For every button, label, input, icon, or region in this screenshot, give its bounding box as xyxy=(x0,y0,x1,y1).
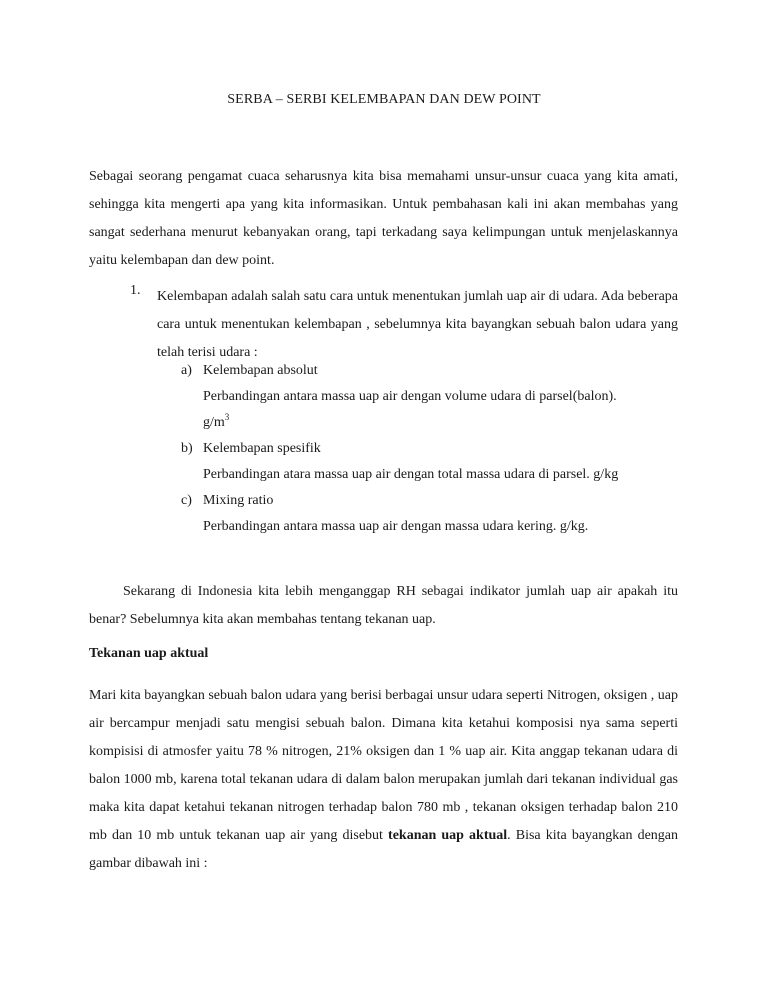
sub-item-name: Mixing ratio xyxy=(203,493,274,508)
intro-paragraph: Sebagai seorang pengamat cuaca seharusnya kita bisa memahami unsur-unsur cuaca yang kita amati, sehingga kita mengerti apa yang kita informasikan. Untuk pembahasan kali ini akan membahas yang sangat sederhana menurut kebanyakan orang, tapi terkadang saya kelimpungan untuk menjelaskannya yaitu kelembapan dan dew point. xyxy=(89,169,678,268)
bold-term: tekanan uap aktual xyxy=(388,828,508,843)
unit-text: g/m xyxy=(203,415,225,430)
paragraph-vapor-pressure xyxy=(89,682,678,878)
sub-item-specific-humidity xyxy=(181,436,678,488)
sub-item-label: a) xyxy=(181,363,192,378)
sub-item-description: Perbandingan antara massa uap air dengan massa udara kering. g/kg. xyxy=(203,519,589,534)
unit-superscript: 3 xyxy=(224,412,230,422)
sub-item-description: Perbandingan atara massa uap air dengan total massa udara di parsel. g/kg xyxy=(203,467,619,482)
paragraph-text: Mari kita bayangkan sebuah balon udara yang berisi berbagai unsur udara seperti Nitrogen, oksigen , uap air bercampur menjadi satu mengisi sebuah balon. Dimana kita ketahui komposisi nya sama seperti kompisisi di atmosfer yaitu 78 % nitrogen, 21% oksigen dan 1 % uap air. Kita anggap tekanan udara di balon 1000 mb, karena total tekanan udara di dalam balon merupakan jumlah dari tekanan individual gas maka kita dapat ketahui tekanan nitrogen terhadap balon 780 mb , tekanan oksigen terhadap balon 210 mb dan 10 mb untuk tekanan uap air yang disebut xyxy=(89,688,678,843)
sub-item-desc-text: Perbandingan antara massa uap air dengan volume udara di parsel(balon). xyxy=(203,389,617,404)
sub-item-mixing-ratio xyxy=(181,488,678,540)
list-number: 1. xyxy=(130,283,141,298)
paragraph-rh: Sekarang di Indonesia kita lebih menganggap RH sebagai indikator jumlah uap air apakah itu benar? Sebelumnya kita akan membahas tentang tekanan uap. xyxy=(89,584,678,627)
paragraph-tail: . Bisa kita bayangkan dengan gambar dibawah ini : xyxy=(89,828,678,871)
numbered-list-item xyxy=(130,283,678,367)
list-item-text: Kelembapan adalah salah satu cara untuk menentukan jumlah uap air di udara. Ada beberapa cara untuk menentukan kelembapan , sebelumnya kita bayangkan sebuah balon udara yang telah terisi udara : xyxy=(157,289,678,360)
sub-item-label: b) xyxy=(181,441,193,456)
sub-item-label: c) xyxy=(181,493,192,508)
sub-item-name: Kelembapan spesifik xyxy=(203,441,321,456)
sub-item-name: Kelembapan absolut xyxy=(203,363,318,378)
sub-item-description xyxy=(203,384,678,436)
sub-item-absolute-humidity xyxy=(181,358,678,436)
section-heading: Tekanan uap aktual xyxy=(89,646,209,661)
document-title: SERBA – SERBI KELEMBAPAN DAN DEW POINT xyxy=(227,92,541,107)
